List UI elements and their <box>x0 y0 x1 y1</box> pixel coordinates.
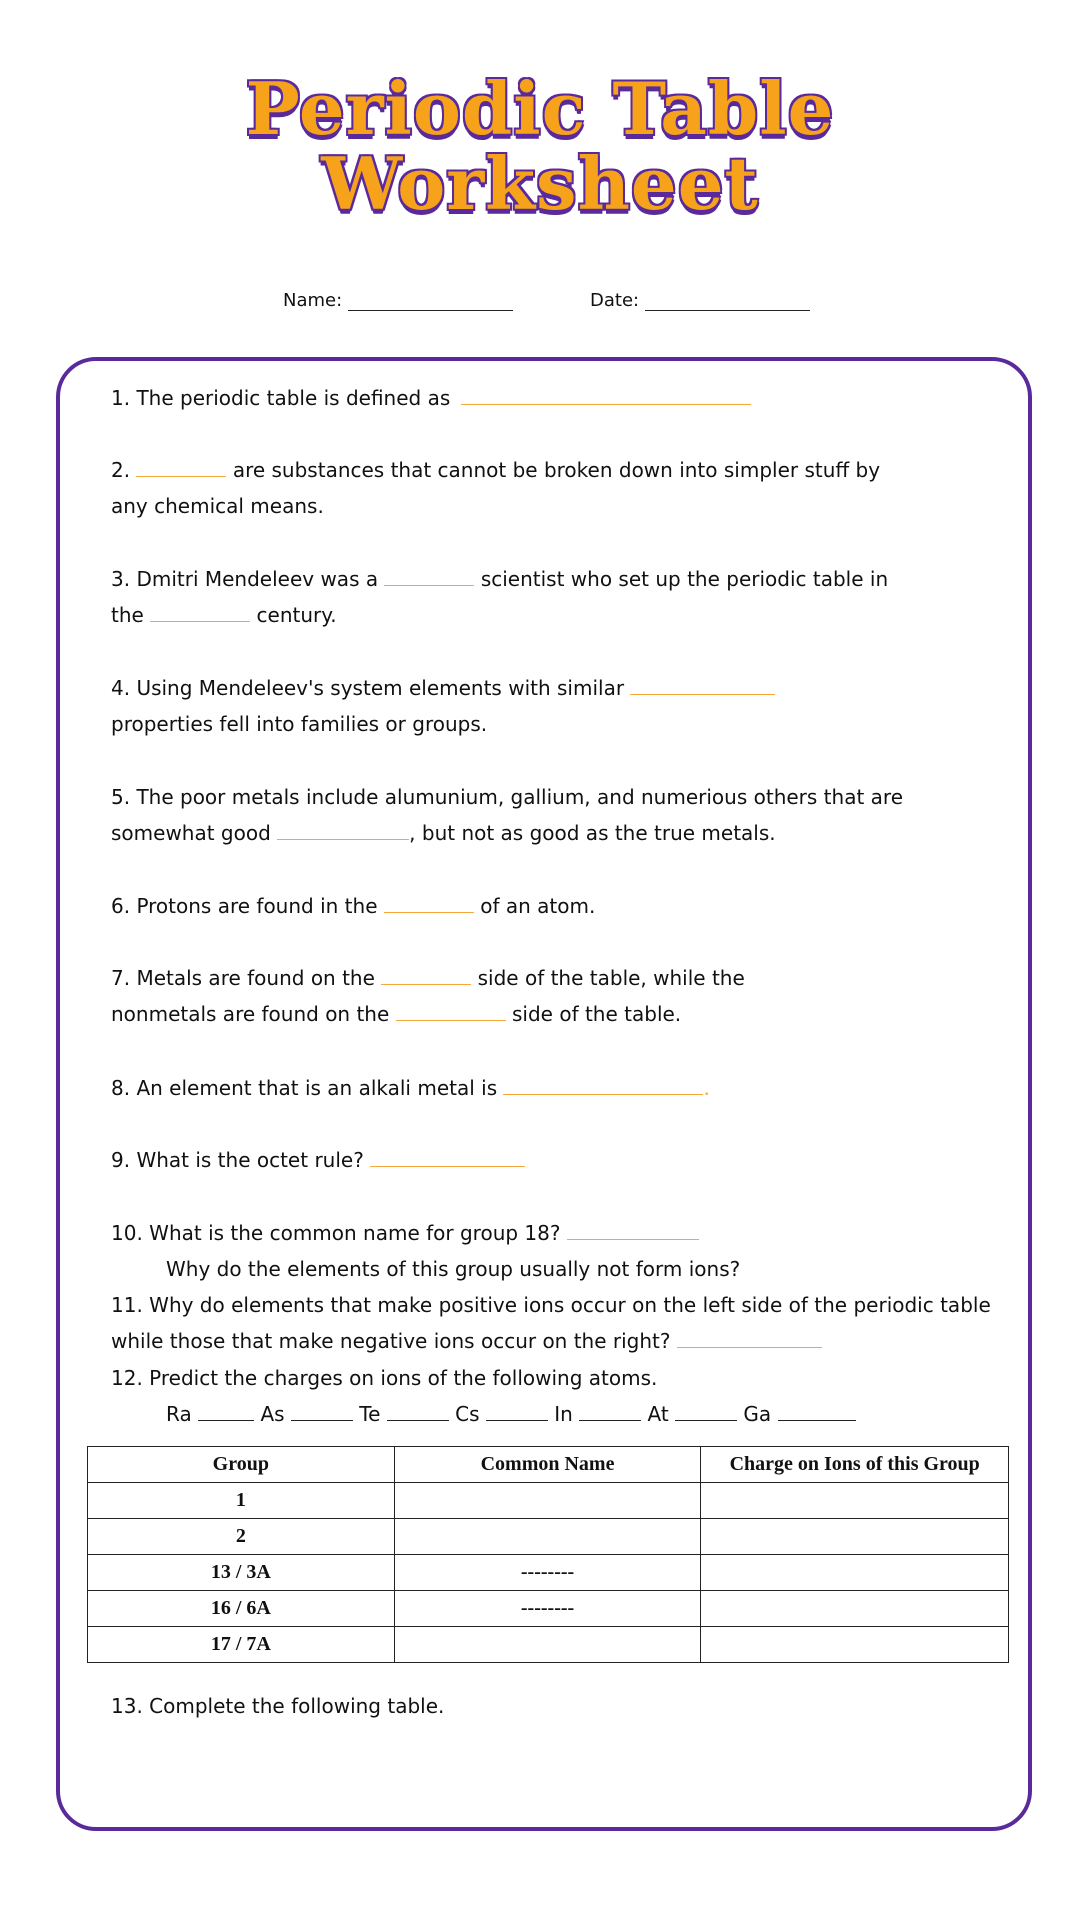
answer-blank-9[interactable] <box>370 1144 525 1167</box>
question-5 <box>111 779 903 851</box>
atom-as: As <box>260 1402 285 1426</box>
group-cell: 1 <box>88 1483 395 1519</box>
question-11-line-2: while those that make negative ions occur on the right? <box>111 1329 671 1353</box>
question-3 <box>111 561 888 633</box>
question-5-line-2-post: , but not as good as the true metals. <box>409 821 776 845</box>
header-charge: Charge on Ions of this Group <box>701 1447 1009 1483</box>
table-header-row <box>88 1447 1009 1483</box>
question-3-text: 3. Dmitri Mendeleev was a <box>111 567 379 591</box>
question-3-line-2-post: century. <box>256 603 337 627</box>
question-4-text: 4. Using Mendeleev's system elements with similar <box>111 676 625 700</box>
question-12 <box>111 1360 856 1432</box>
answer-blank-7b[interactable] <box>396 998 506 1021</box>
table-row <box>88 1555 1009 1591</box>
answer-blank-8[interactable] <box>503 1072 703 1095</box>
name-field[interactable] <box>283 290 513 311</box>
question-8 <box>111 1070 710 1106</box>
date-label: Date: <box>590 290 640 311</box>
header-common-name: Common Name <box>394 1447 701 1483</box>
question-2-line-2: any chemical means. <box>111 494 324 518</box>
group-cell: 17 / 7A <box>88 1627 395 1663</box>
atom-blank[interactable] <box>579 1400 641 1421</box>
atom-ga: Ga <box>743 1402 772 1426</box>
atom-blank[interactable] <box>486 1400 548 1421</box>
table-row <box>88 1591 1009 1627</box>
answer-blank-7a[interactable] <box>381 962 471 985</box>
group-table <box>87 1446 1009 1663</box>
title-line-1: Periodic Table <box>245 66 835 151</box>
atom-te: Te <box>359 1402 381 1426</box>
question-4-line-2: properties fell into families or groups. <box>111 712 488 736</box>
question-7-line-2-post: side of the table. <box>512 1002 682 1026</box>
question-6 <box>111 888 595 924</box>
question-3-line-2-pre: the <box>111 603 144 627</box>
title-line-2: Worksheet <box>321 141 759 226</box>
question-10-text: 10. What is the common name for group 18? <box>111 1221 561 1245</box>
atom-blank[interactable] <box>291 1400 353 1421</box>
question-7 <box>111 960 745 1032</box>
name-label: Name: <box>283 290 343 311</box>
atom-list <box>111 1402 856 1426</box>
question-9-text: 9. What is the octet rule? <box>111 1148 364 1172</box>
answer-blank-3b[interactable] <box>150 599 250 622</box>
common-name-cell[interactable] <box>394 1483 701 1519</box>
atom-at: At <box>647 1402 669 1426</box>
name-line[interactable] <box>348 292 513 311</box>
question-6-text: 6. Protons are found in the <box>111 894 378 918</box>
header-group: Group <box>88 1447 395 1483</box>
answer-blank-3a[interactable] <box>384 563 474 586</box>
group-cell: 2 <box>88 1519 395 1555</box>
question-2 <box>111 452 880 524</box>
atom-in: In <box>554 1402 573 1426</box>
charge-cell[interactable] <box>701 1627 1009 1663</box>
charge-cell[interactable] <box>701 1591 1009 1627</box>
question-13 <box>111 1688 444 1724</box>
question-10-subquestion: Why do the elements of this group usually not form ions? <box>166 1257 741 1281</box>
answer-blank-4[interactable] <box>630 672 775 695</box>
answer-blank-11[interactable] <box>677 1325 822 1348</box>
answer-blank-2[interactable] <box>136 454 226 477</box>
question-8-text: 8. An element that is an alkali metal is <box>111 1076 498 1100</box>
table-row <box>88 1627 1009 1663</box>
question-2-number: 2. <box>111 458 131 482</box>
question-9 <box>111 1142 525 1178</box>
answer-blank-6[interactable] <box>384 890 474 913</box>
atom-blank[interactable] <box>675 1400 737 1421</box>
question-12-text: 12. Predict the charges on ions of the following atoms. <box>111 1366 658 1390</box>
atom-ra: Ra <box>166 1402 192 1426</box>
answer-blank-10[interactable] <box>567 1217 699 1240</box>
answer-blank-1[interactable] <box>461 382 751 405</box>
question-8-period: . <box>703 1076 710 1100</box>
question-13-text: 13. Complete the following table. <box>111 1694 445 1718</box>
charge-cell[interactable] <box>701 1483 1009 1519</box>
charge-cell[interactable] <box>701 1519 1009 1555</box>
atom-blank[interactable] <box>198 1400 254 1421</box>
question-7-text-post: side of the table, while the <box>477 966 745 990</box>
question-11-text: 11. Why do elements that make positive ions occur on the left side of the periodic table <box>111 1293 991 1317</box>
atom-blank[interactable] <box>778 1400 856 1421</box>
atom-blank[interactable] <box>387 1400 449 1421</box>
atom-cs: Cs <box>455 1402 480 1426</box>
date-line[interactable] <box>645 292 810 311</box>
question-11 <box>111 1287 991 1359</box>
date-field[interactable] <box>590 290 810 311</box>
table-row <box>88 1519 1009 1555</box>
common-name-cell[interactable] <box>394 1627 701 1663</box>
common-name-cell: -------- <box>394 1591 701 1627</box>
question-1-text: 1. The periodic table is defined as <box>111 386 451 410</box>
question-4 <box>111 670 775 742</box>
common-name-cell[interactable] <box>394 1519 701 1555</box>
charge-cell[interactable] <box>701 1555 1009 1591</box>
question-7-text: 7. Metals are found on the <box>111 966 375 990</box>
question-7-line-2-pre: nonmetals are found on the <box>111 1002 390 1026</box>
answer-blank-5[interactable] <box>277 817 409 840</box>
common-name-cell: -------- <box>394 1555 701 1591</box>
question-3-text-mid: scientist who set up the periodic table in <box>480 567 889 591</box>
question-10 <box>111 1215 740 1287</box>
question-6-text-post: of an atom. <box>480 894 596 918</box>
question-5-line-2-pre: somewhat good <box>111 821 271 845</box>
question-1 <box>111 380 751 416</box>
group-cell: 13 / 3A <box>88 1555 395 1591</box>
table-row <box>88 1483 1009 1519</box>
question-5-text: 5. The poor metals include alumunium, gallium, and numerious others that are <box>111 785 903 809</box>
question-2-text: are substances that cannot be broken down into simpler stuff by <box>232 458 881 482</box>
group-cell: 16 / 6A <box>88 1591 395 1627</box>
